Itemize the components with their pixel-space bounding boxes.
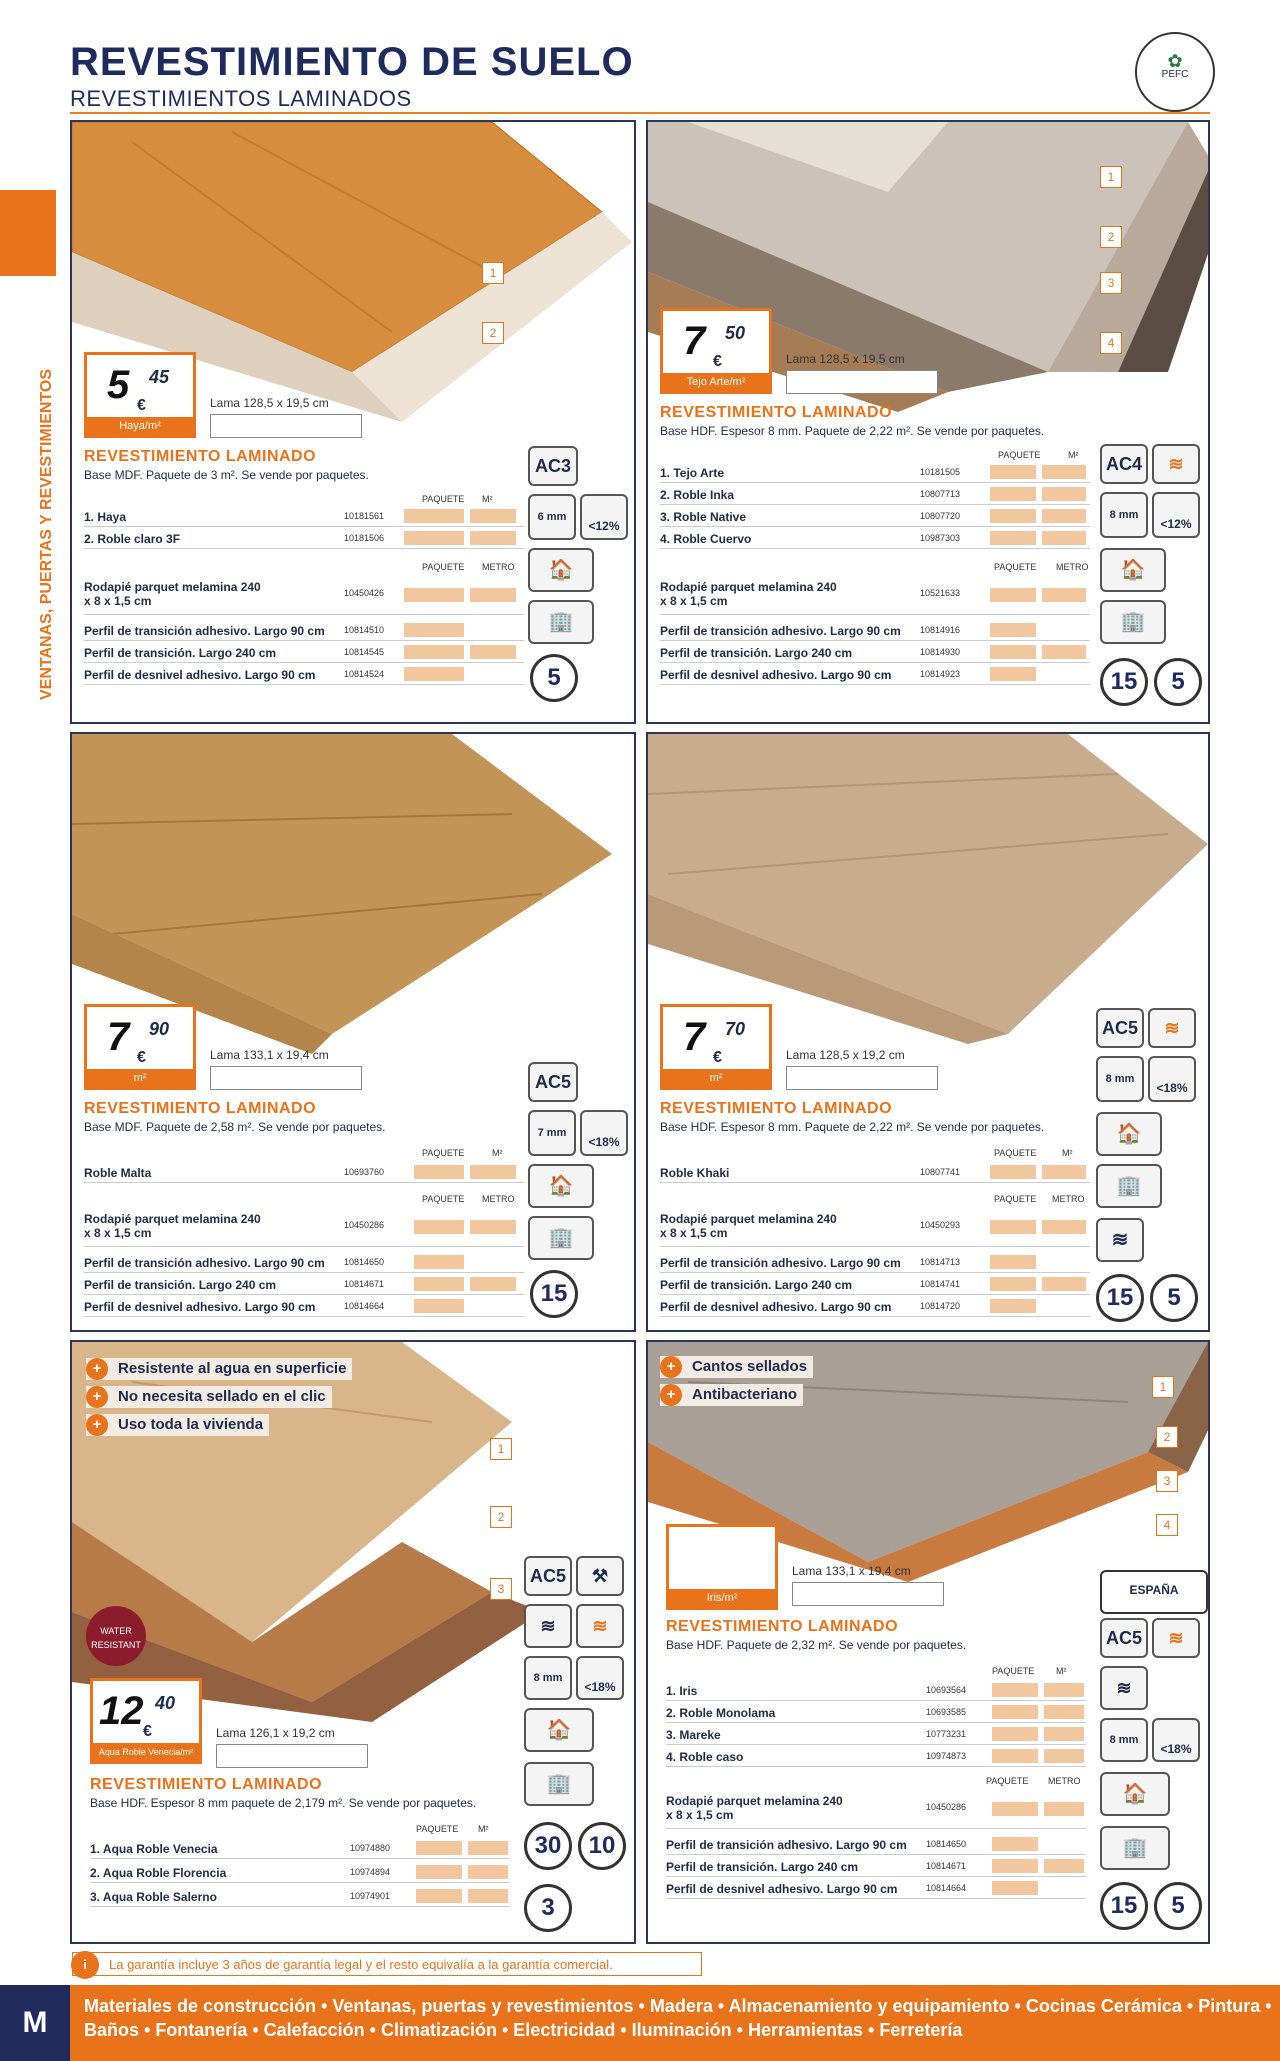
col-header: M²: [482, 494, 493, 504]
underfloor-heating-icon: ≋: [576, 1604, 624, 1648]
product-title: REVESTIMIENTO LAMINADO: [660, 404, 893, 421]
table-row: 2. Roble Monolama 10693585: [666, 1704, 1086, 1723]
variant-tag: 2: [490, 1506, 512, 1528]
commercial-usage-icon: 🏢: [1100, 1826, 1170, 1870]
ac-rating-icon: AC5: [528, 1062, 578, 1102]
plus-icon: +: [660, 1356, 682, 1378]
room-usage-icon: 🏠: [524, 1708, 594, 1752]
humidity-icon: <12%: [1152, 492, 1200, 538]
warranty-icon: 5: [1154, 658, 1202, 706]
variant-tag: 1: [490, 1438, 512, 1460]
size-field: [792, 1582, 944, 1606]
table-row: 4. Roble caso 10974873: [666, 1748, 1086, 1767]
plank-size: Lama 133,1 x 19,4 cm: [792, 1564, 911, 1578]
ac-rating-icon: AC5: [1096, 1008, 1144, 1048]
table-row: 1. Haya 10181561: [84, 508, 524, 527]
feature-item: + Cantos sellados: [660, 1356, 813, 1378]
page-title: REVESTIMIENTO DE SUELO: [70, 40, 634, 84]
col-header: PAQUETE: [998, 450, 1041, 460]
product-panel-3: [70, 732, 636, 1332]
product-panel-4: [646, 732, 1210, 1332]
product-desc: Base HDF. Paquete de 2,32 m². Se vende por paquetes.: [666, 1638, 967, 1652]
ac-rating-icon: AC4: [1100, 444, 1148, 484]
product-title: REVESTIMIENTO LAMINADO: [660, 1100, 893, 1117]
variant-tag: 3: [490, 1578, 512, 1600]
underfloor-heating-icon: ≋: [1148, 1008, 1196, 1048]
plus-icon: +: [86, 1386, 108, 1408]
humidity-icon: <18%: [576, 1656, 624, 1700]
info-icon: i: [71, 1951, 99, 1979]
col-header: PAQUETE: [422, 562, 465, 572]
commercial-usage-icon: 🏢: [528, 1216, 594, 1260]
room-usage-icon: 🏠: [528, 1164, 594, 1208]
warranty-icon: 30: [524, 1822, 572, 1870]
col-header: PAQUETE: [994, 562, 1037, 572]
product-desc: Base HDF. Espesor 8 mm. Paquete de 2,22 m². Se vende por paquetes.: [660, 1120, 1045, 1134]
table-row: Rodapié parquet melamina 240 x 8 x 1,5 cm 10450426: [84, 578, 524, 615]
product-panel-2: [646, 120, 1210, 724]
side-label: VENTANAS, PUERTAS Y REVESTIMIENTOS: [38, 368, 55, 700]
commercial-usage-icon: 🏢: [1096, 1164, 1162, 1208]
price-tag: Iris/m²: [666, 1524, 778, 1610]
table-row: Perfil de transición adhesivo. Largo 90 cm 10814713: [660, 1254, 1090, 1273]
product-panel-5: [70, 1340, 636, 1944]
waterproof-icon: ≋: [1100, 1666, 1148, 1710]
brand-logo: M: [0, 1985, 70, 2061]
table-row: Rodapié parquet melamina 240 x 8 x 1,5 cm 10450286: [666, 1792, 1086, 1829]
variant-tag: 4: [1100, 332, 1122, 354]
price-tag: 5 45 € Haya/m²: [84, 352, 196, 438]
product-desc: Base HDF. Espesor 8 mm paquete de 2,179 m². Se vende por paquetes.: [90, 1796, 477, 1810]
table-row: Perfil de transición adhesivo. Largo 90 cm 10814510: [84, 622, 524, 641]
size-field: [210, 414, 362, 438]
table-row: Perfil de desnivel adhesivo. Largo 90 cm 10814524: [84, 666, 524, 685]
table-row: Perfil de transición. Largo 240 cm 10814671: [666, 1858, 1086, 1877]
table-row: 1. Aqua Roble Venecia 10974880: [90, 1840, 510, 1859]
table-row: Rodapié parquet melamina 240 x 8 x 1,5 cm 10521633: [660, 578, 1090, 615]
feature-item: + No necesita sellado en el clic: [86, 1386, 332, 1408]
thickness-icon: 8 mm: [524, 1656, 572, 1700]
price-tag: 7 90 € m²: [84, 1004, 196, 1090]
table-row: Perfil de desnivel adhesivo. Largo 90 cm 10814720: [660, 1298, 1090, 1317]
table-row: Perfil de desnivel adhesivo. Largo 90 cm 10814923: [660, 666, 1090, 685]
variant-tag: 1: [1152, 1376, 1174, 1398]
side-tab: [0, 190, 56, 276]
feature-item: + Uso toda la vivienda: [86, 1414, 269, 1436]
col-header: M²: [478, 1824, 489, 1834]
table-row: Rodapié parquet melamina 240 x 8 x 1,5 cm 10450286: [84, 1210, 524, 1247]
table-row: 3. Mareke 10773231: [666, 1726, 1086, 1745]
size-field: [216, 1744, 368, 1768]
variant-tag: 2: [1156, 1426, 1178, 1448]
ac-rating-icon: AC5: [1100, 1618, 1148, 1658]
underfloor-heating-icon: ≋: [1152, 1618, 1200, 1658]
col-header: M²: [1068, 450, 1079, 460]
table-row: 2. Aqua Roble Florencia 10974894: [90, 1864, 510, 1883]
price-tag: 12 40 € Aqua Roble Venecia/m²: [90, 1678, 202, 1764]
size-field: [786, 1066, 938, 1090]
warranty-icon: 15: [1100, 658, 1148, 706]
plank-size: Lama 128,5 x 19,5 cm: [210, 396, 329, 410]
commercial-usage-icon: 🏢: [528, 600, 594, 644]
warranty-icon: 3: [524, 1884, 572, 1932]
ac-rating-icon: AC5: [524, 1556, 572, 1596]
plank-size: Lama 128,5 x 19,5 cm: [786, 352, 905, 366]
variant-tag: 1: [482, 262, 504, 284]
product-panel-6: [646, 1340, 1210, 1944]
water-resistant-badge: WATER RESISTANT: [86, 1606, 146, 1666]
table-row: Perfil de transición adhesivo. Largo 90 cm 10814650: [84, 1254, 524, 1273]
variant-tag: 1: [1100, 166, 1122, 188]
plank-size: Lama 128,5 x 19,2 cm: [786, 1048, 905, 1062]
commercial-usage-icon: 🏢: [524, 1762, 594, 1806]
col-header: METRO: [1056, 562, 1089, 572]
col-header: PAQUETE: [994, 1194, 1037, 1204]
warranty-icon: 15: [530, 1270, 578, 1318]
humidity-icon: <18%: [1148, 1056, 1196, 1102]
plank-size: Lama 126,1 x 19,2 cm: [216, 1726, 335, 1740]
col-header: PAQUETE: [422, 1148, 465, 1158]
table-row: Roble Malta 10693760: [84, 1164, 524, 1183]
table-row: Perfil de desnivel adhesivo. Largo 90 cm 10814664: [84, 1298, 524, 1317]
thickness-icon: 7 mm: [528, 1110, 576, 1156]
room-usage-icon: 🏠: [1100, 548, 1166, 592]
table-row: 4. Roble Cuervo 10987303: [660, 530, 1090, 549]
thickness-icon: 8 mm: [1100, 492, 1148, 538]
table-row: Perfil de desnivel adhesivo. Largo 90 cm 10814664: [666, 1880, 1086, 1899]
commercial-usage-icon: 🏢: [1100, 600, 1166, 644]
variant-tag: 2: [1100, 226, 1122, 248]
col-header: M²: [492, 1148, 503, 1158]
col-header: PAQUETE: [994, 1148, 1037, 1158]
product-title: REVESTIMIENTO LAMINADO: [666, 1618, 899, 1635]
product-desc: Base MDF. Paquete de 3 m². Se vende por paquetes.: [84, 468, 369, 482]
table-row: Perfil de transición. Largo 240 cm 10814741: [660, 1276, 1090, 1295]
col-header: PAQUETE: [422, 494, 465, 504]
col-header: PAQUETE: [992, 1666, 1035, 1676]
thickness-icon: 8 mm: [1100, 1718, 1148, 1762]
page-subtitle: REVESTIMIENTOS LAMINADOS: [70, 86, 412, 111]
feature-item: + Antibacteriano: [660, 1384, 803, 1406]
warranty-icon: 15: [1100, 1882, 1148, 1930]
col-header: PAQUETE: [986, 1776, 1029, 1786]
waterproof-icon: ≋: [1096, 1218, 1144, 1262]
col-header: METRO: [1052, 1194, 1085, 1204]
made-in-spain-badge: ESPAÑA: [1100, 1570, 1208, 1614]
humidity-icon: <18%: [580, 1110, 628, 1156]
room-usage-icon: 🏠: [528, 548, 594, 592]
product-title: REVESTIMIENTO LAMINADO: [90, 1776, 323, 1793]
underfloor-heating-icon: ≋: [1152, 444, 1200, 484]
table-row: Perfil de transición adhesivo. Largo 90 cm 10814916: [660, 622, 1090, 641]
variant-tag: 3: [1156, 1470, 1178, 1492]
room-usage-icon: 🏠: [1096, 1112, 1162, 1156]
thickness-icon: 6 mm: [528, 494, 576, 540]
price-tag: 7 50 € Tejo Arte/m²: [660, 308, 772, 394]
col-header: METRO: [1048, 1776, 1081, 1786]
plank-size: Lama 133,1 x 19,4 cm: [210, 1048, 329, 1062]
table-row: Perfil de transición. Largo 240 cm 10814930: [660, 644, 1090, 663]
table-row: Perfil de transición. Largo 240 cm 10814671: [84, 1276, 524, 1295]
product-panel-1: [70, 120, 636, 724]
table-row: 2. Roble Inka 10807713: [660, 486, 1090, 505]
pefc-logo: ✿ PEFC: [1135, 32, 1215, 112]
table-row: Roble Khaki 10807741: [660, 1164, 1090, 1183]
variant-tag: 2: [482, 322, 504, 344]
table-row: 2. Roble claro 3F 10181506: [84, 530, 524, 549]
guarantee-note: i La garantía incluye 3 años de garantía legal y el resto equivalía a la garantía comercial.: [72, 1952, 702, 1976]
table-row: Perfil de transición. Largo 240 cm 10814545: [84, 644, 524, 663]
warranty-icon: 15: [1096, 1274, 1144, 1322]
warranty-icon: 5: [1154, 1882, 1202, 1930]
table-row: Rodapié parquet melamina 240 x 8 x 1,5 cm 10450293: [660, 1210, 1090, 1247]
size-field: [786, 370, 938, 394]
table-row: 3. Aqua Roble Salerno 10974901: [90, 1888, 510, 1907]
product-title: REVESTIMIENTO LAMINADO: [84, 448, 317, 465]
plus-icon: +: [86, 1414, 108, 1436]
product-desc: Base HDF. Espesor 8 mm. Paquete de 2,22 m². Se vende por paquetes.: [660, 424, 1045, 438]
thickness-icon: 8 mm: [1096, 1056, 1144, 1102]
table-row: 1. Tejo Arte 10181505: [660, 464, 1090, 483]
humidity-icon: <18%: [1152, 1718, 1200, 1762]
plus-icon: +: [86, 1358, 108, 1380]
ac-rating-icon: AC3: [528, 446, 578, 486]
table-row: Perfil de transición adhesivo. Largo 90 cm 10814650: [666, 1836, 1086, 1855]
variant-tag: 4: [1156, 1514, 1178, 1536]
col-header: METRO: [482, 1194, 515, 1204]
size-field: [210, 1066, 362, 1090]
variant-tag: 3: [1100, 272, 1122, 294]
feature-item: + Resistente al agua en superficie: [86, 1358, 352, 1380]
price-tag: 7 70 € m²: [660, 1004, 772, 1090]
product-title: REVESTIMIENTO LAMINADO: [84, 1100, 317, 1117]
table-row: 3. Roble Native 10807720: [660, 508, 1090, 527]
col-header: PAQUETE: [422, 1194, 465, 1204]
col-header: PAQUETE: [416, 1824, 459, 1834]
hammer-icon: ⚒: [576, 1556, 624, 1596]
title-divider: [70, 112, 1210, 114]
plus-icon: +: [660, 1384, 682, 1406]
humidity-icon: <12%: [580, 494, 628, 540]
col-header: METRO: [482, 562, 515, 572]
warranty-icon: 5: [1150, 1274, 1198, 1322]
warranty-icon: 10: [578, 1822, 626, 1870]
col-header: M²: [1056, 1666, 1067, 1676]
warranty-icon: 5: [530, 654, 578, 702]
table-row: 1. Iris 10693564: [666, 1682, 1086, 1701]
product-desc: Base MDF. Paquete de 2,58 m². Se vende por paquetes.: [84, 1120, 386, 1134]
footer-categories: Materiales de construcción • Ventanas, puertas y revestimientos • Madera • Almacenamiento y equipamiento • Cocinas Cerámica • Pintura • Baños • Fontanería • Calefacción • Climatización • Electricidad • Iluminación • Herramientas • Ferretería: [84, 1996, 1272, 2040]
room-usage-icon: 🏠: [1100, 1772, 1170, 1816]
waterproof-icon: ≋: [524, 1604, 572, 1648]
col-header: M²: [1062, 1148, 1073, 1158]
